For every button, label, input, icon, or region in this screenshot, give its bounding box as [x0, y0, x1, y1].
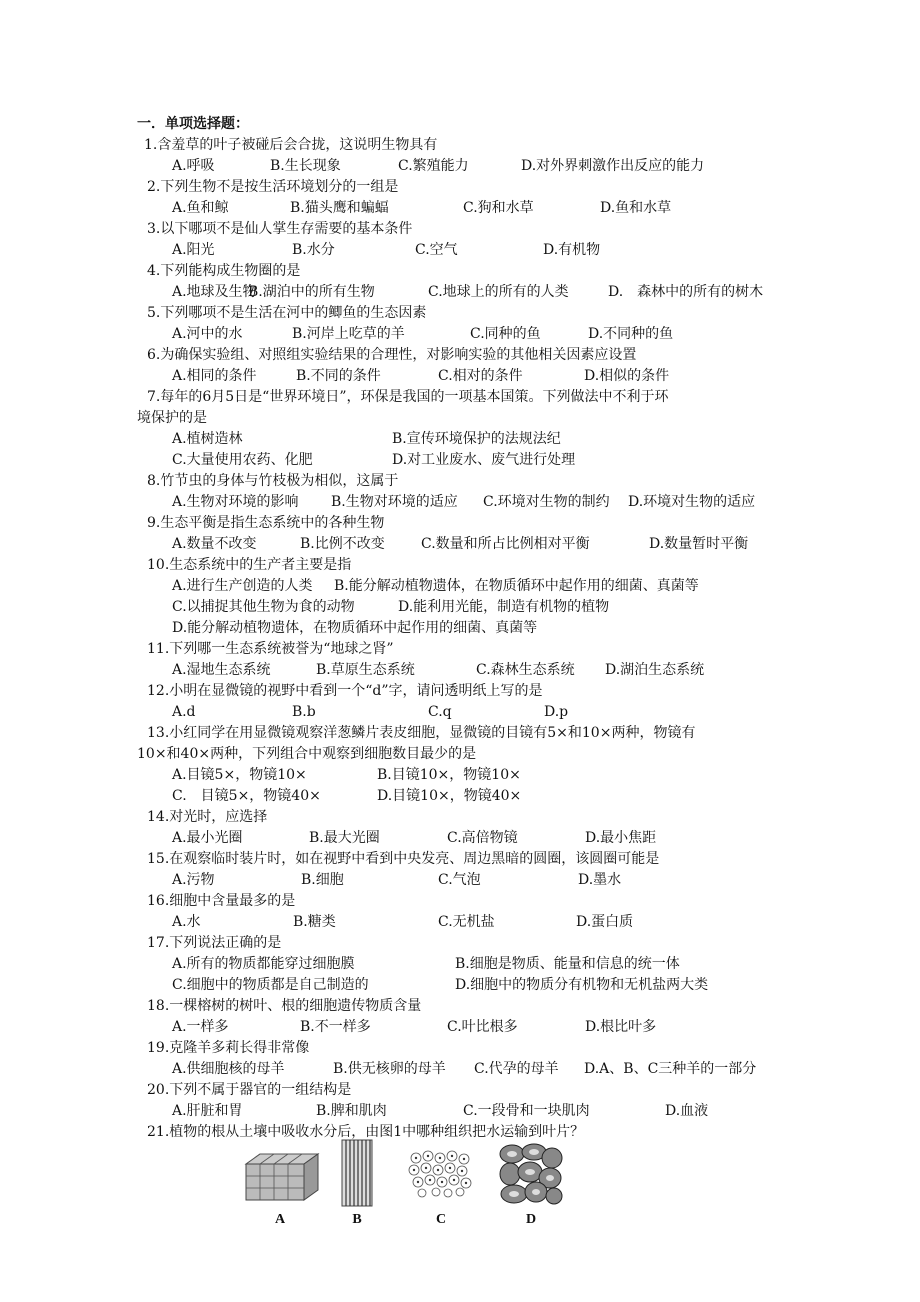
question-7-option-2: B.宣传环境保护的法规法纪 [392, 431, 561, 447]
question-13-option-2: B.目镜10×，物镜10× [377, 767, 521, 783]
question-13-stem: 13.小红同学在用显微镜观察洋葱鳞片表皮细胞，显微镜的目镜有5×和10×两种，物镜有 [147, 725, 696, 741]
question-14-option-4: D.最小焦距 [585, 830, 657, 846]
question-11-stem: 11.下列哪一生态系统被誉为“地球之肾” [147, 641, 394, 657]
question-9-stem: 9.生态平衡是指生态系统中的各种生物 [147, 515, 385, 531]
question-8-option-4: D.环境对生物的适应 [628, 494, 756, 510]
question-4-option-1: A.地球及生物 [172, 284, 257, 300]
question-4-option-3: C.地球上的所有的人类 [428, 284, 569, 300]
question-20-option-1: A.肝脏和胃 [172, 1103, 243, 1119]
question-20-stem: 20.下列不属于器官的一组结构是 [147, 1082, 352, 1098]
question-14-stem: 14.对光时，应选择 [147, 809, 268, 825]
question-11-option-4: D.湖泊生态系统 [605, 662, 705, 678]
question-18-option-4: D.根比叶多 [585, 1019, 657, 1035]
question-17-stem: 17.下列说法正确的是 [147, 935, 282, 951]
question-3-option-1: A.阳光 [172, 242, 215, 258]
question-19-option-2: B.供无核卵的母羊 [333, 1061, 446, 1077]
question-13-option-3: C. 目镜5×，物镜40× [172, 788, 321, 804]
question-7-option-3: C.大量使用农药、化肥 [172, 452, 313, 468]
question-1-option-1: A.呼吸 [172, 158, 215, 174]
question-13-stem-cont: 10×和40×两种，下列组合中观察到细胞数目最少的是 [137, 746, 477, 762]
question-17-option-2: B.细胞是物质、能量和信息的统一体 [455, 956, 680, 972]
question-6-stem: 6.为确保实验组、对照组实验结果的合理性，对影响实验的其他相关因素应设置 [147, 347, 637, 363]
question-3-option-4: D.有机物 [543, 242, 601, 258]
question-5-option-1: A.河中的水 [172, 326, 243, 342]
question-15-option-1: A.污物 [172, 872, 215, 888]
question-12-stem: 12.小明在显微镜的视野中看到一个“d”字，请问透明纸上写的是 [147, 683, 543, 699]
question-20-option-2: B.脾和肌肉 [316, 1103, 387, 1119]
figure-label-b: B [352, 1212, 362, 1227]
question-7-stem-cont: 境保护的是 [137, 410, 207, 426]
question-5-stem: 5.下列哪项不是生活在河中的鲫鱼的生态因素 [147, 305, 427, 321]
question-19-option-4: D.A、B、C三种羊的一部分 [584, 1061, 757, 1077]
question-8-option-3: C.环境对生物的制约 [483, 494, 610, 510]
question-20-option-4: D.血液 [665, 1103, 709, 1119]
question-18-option-1: A.一样多 [172, 1019, 229, 1035]
question-17-option-4: D.细胞中的物质分有机物和无机盐两大类 [455, 977, 709, 993]
question-2-option-3: C.狗和水草 [463, 200, 534, 216]
figure-1 [240, 1150, 600, 1250]
question-4-option-2: B.湖泊中的所有生物 [248, 284, 375, 300]
question-16-option-3: C.无机盐 [438, 914, 495, 930]
question-1-option-3: C.繁殖能力 [398, 158, 469, 174]
question-5-option-4: D.不同种的鱼 [588, 326, 674, 342]
question-9-option-4: D.数量暂时平衡 [649, 536, 749, 552]
question-4-stem: 4.下列能构成生物圈的是 [147, 263, 301, 279]
question-2-option-4: D.鱼和水草 [600, 200, 672, 216]
question-5-option-3: C.同种的鱼 [470, 326, 541, 342]
clumped-cells-icon [498, 1142, 564, 1206]
fiber-bundle-icon [340, 1138, 374, 1208]
question-10-option-3: C.以捕捉其他生物为食的动物 [172, 599, 355, 615]
question-6-option-4: D.相似的条件 [584, 368, 670, 384]
question-13-option-1: A.目镜5×，物镜10× [172, 767, 307, 783]
question-13-option-4: D.目镜10×，物镜40× [377, 788, 522, 804]
question-3-option-3: C.空气 [415, 242, 458, 258]
question-19-option-1: A.供细胞核的母羊 [172, 1061, 285, 1077]
question-6-option-1: A.相同的条件 [172, 368, 257, 384]
question-21-stem: 21.植物的根从土壤中吸收水分后，由图1中哪种组织把水运输到叶片？ [147, 1124, 585, 1140]
question-2-stem: 2.下列生物不是按生活环境划分的一组是 [147, 179, 399, 195]
dotted-cells-icon [408, 1150, 474, 1198]
question-10-option-1: A.进行生产创造的人类 [172, 578, 313, 594]
question-9-option-3: C.数量和所占比例相对平衡 [421, 536, 590, 552]
figure-label-c: C [435, 1212, 447, 1227]
question-14-option-1: A.最小光圈 [172, 830, 243, 846]
section-title: 一．单项选择题： [137, 116, 249, 132]
question-3-option-2: B.水分 [292, 242, 335, 258]
question-11-option-2: B.草原生态系统 [316, 662, 415, 678]
question-7-option-4: D.对工业废水、废气进行处理 [392, 452, 576, 468]
question-11-option-3: C.森林生态系统 [476, 662, 575, 678]
question-1-stem: 1.含羞草的叶子被碰后会合拢，这说明生物具有 [144, 137, 438, 153]
figure-label-d: D [525, 1212, 537, 1227]
question-9-option-1: A.数量不改变 [172, 536, 257, 552]
question-6-option-3: C.相对的条件 [438, 368, 523, 384]
question-2-option-1: A.鱼和鲸 [172, 200, 229, 216]
question-15-option-2: B.细胞 [301, 872, 344, 888]
question-11-option-1: A.湿地生态系统 [172, 662, 271, 678]
question-2-option-2: B.猫头鹰和蝙蝠 [290, 200, 389, 216]
question-12-option-1: A.d [172, 704, 196, 720]
question-6-option-2: B.不同的条件 [296, 368, 381, 384]
question-15-option-4: D.墨水 [578, 872, 622, 888]
question-10-option-4: D.能利用光能，制造有机物的植物 [398, 599, 610, 615]
question-1-option-4: D.对外界刺激作出反应的能力 [521, 158, 705, 174]
question-8-option-1: A.生物对环境的影响 [172, 494, 299, 510]
question-4-option-4: D. 森林中的所有的树木 [608, 284, 764, 300]
question-8-option-2: B.生物对环境的适应 [331, 494, 458, 510]
question-5-option-2: B.河岸上吃草的羊 [292, 326, 405, 342]
question-20-option-3: C.一段骨和一块肌肉 [463, 1103, 590, 1119]
question-9-option-2: B.比例不改变 [300, 536, 385, 552]
question-18-option-2: B.不一样多 [300, 1019, 371, 1035]
question-7-stem: 7.每年的6月5日是“世界环境日”，环保是我国的一项基本国策。下列做法中不利于环 [147, 389, 669, 405]
question-12-option-3: C.q [428, 704, 452, 720]
question-18-stem: 18.一棵榕树的树叶、根的细胞遗传物质含量 [147, 998, 422, 1014]
question-19-stem: 19.克隆羊多莉长得非常像 [147, 1040, 310, 1056]
question-14-option-3: C.高倍物镜 [447, 830, 518, 846]
question-12-option-4: D.p [544, 704, 569, 720]
figure-label-a: A [274, 1212, 286, 1227]
question-18-option-3: C.叶比根多 [447, 1019, 518, 1035]
question-16-option-2: B.糖类 [293, 914, 336, 930]
question-16-option-4: D.蛋白质 [576, 914, 634, 930]
question-1-option-2: B.生长现象 [270, 158, 341, 174]
question-3-stem: 3.以下哪项不是仙人掌生存需要的基本条件 [147, 221, 413, 237]
question-14-option-2: B.最大光圈 [309, 830, 380, 846]
question-17-option-3: C.细胞中的物质都是自己制造的 [172, 977, 369, 993]
tissue-block-icon [240, 1150, 320, 1208]
question-15-stem: 15.在观察临时装片时，如在视野中看到中央发亮、周边黑暗的圆圈，该圆圈可能是 [147, 851, 660, 867]
question-17-option-1: A.所有的物质都能穿过细胞膜 [172, 956, 355, 972]
question-15-option-3: C.气泡 [438, 872, 481, 888]
question-10-option-2: B.能分解动植物遗体，在物质循环中起作用的细菌、真菌等 [334, 578, 699, 594]
question-19-option-3: C.代孕的母羊 [474, 1061, 559, 1077]
question-12-option-2: B.b [292, 704, 316, 720]
question-10-stem: 10.生态系统中的生产者主要是指 [147, 557, 352, 573]
question-8-stem: 8.竹节虫的身体与竹枝极为相似，这属于 [147, 473, 399, 489]
question-16-stem: 16.细胞中含量最多的是 [147, 893, 296, 909]
question-16-option-1: A.水 [172, 914, 201, 930]
question-10-option-5: D.能分解动植物遗体，在物质循环中起作用的细菌、真菌等 [172, 620, 538, 636]
question-7-option-1: A.植树造林 [172, 431, 243, 447]
